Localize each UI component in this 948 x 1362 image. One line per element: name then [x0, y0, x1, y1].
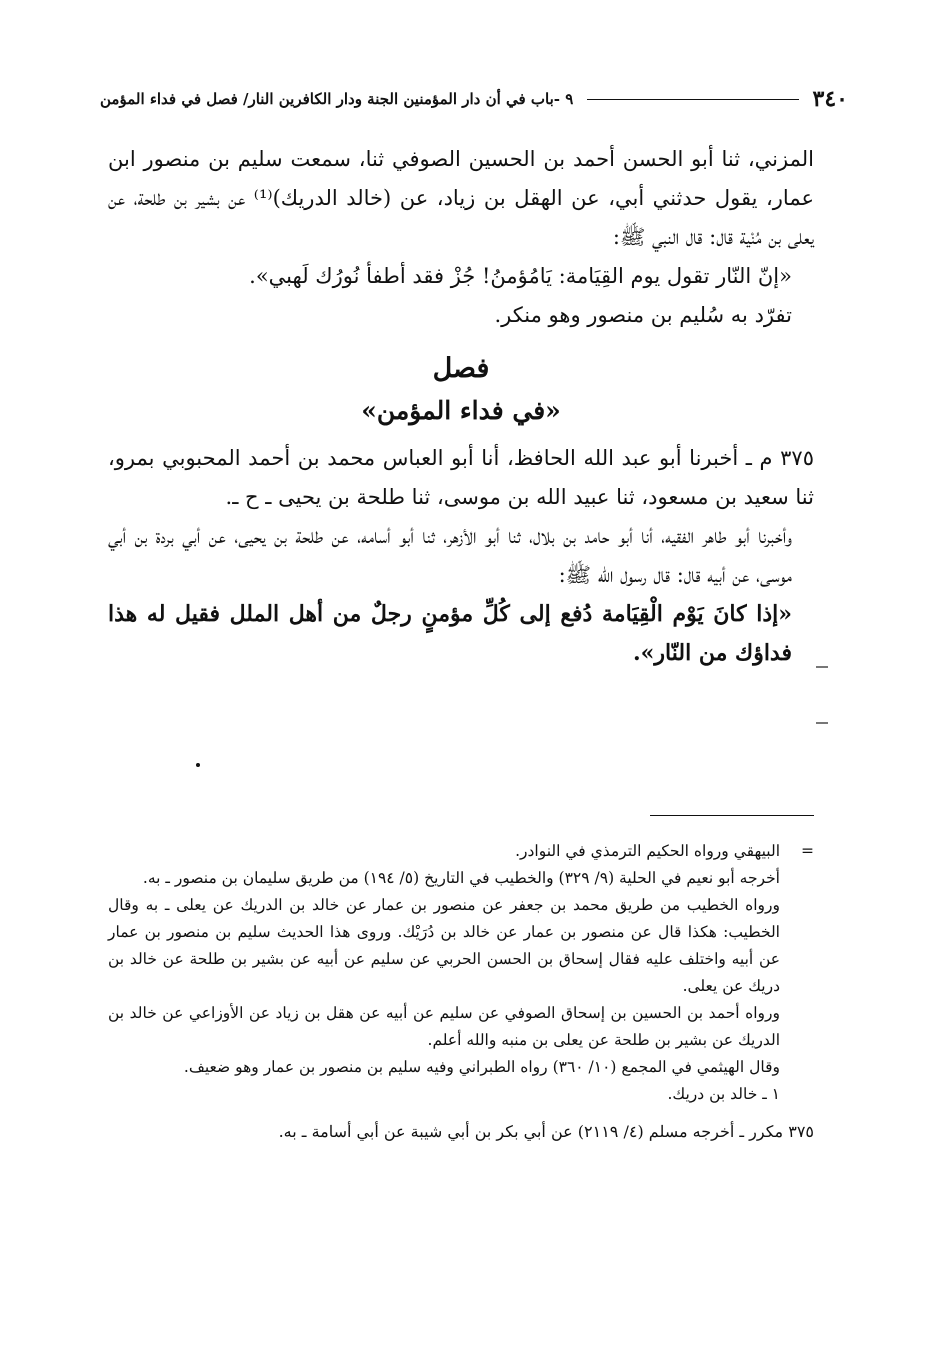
footnotes	[108, 838, 814, 1145]
page-header	[100, 82, 848, 116]
footnote-paragraph: أخرجه أبو نعيم في الحلية (٩/ ٣٢٩) والخطيب في التاريخ (٥/ ١٩٤) من طريق سليمان بن منصور ـ به.	[142, 869, 780, 887]
section-heading: فصل	[432, 353, 490, 384]
footnote-paragraph: وقال الهيثمي في المجمع (١٠/ ٣٦٠) رواه الطبراني وفيه سليم بن منصور بن عمار وهو ضعيف.	[183, 1058, 780, 1076]
grading-note: تفرّد به سُليم بن منصور وهو منكر.	[494, 303, 792, 327]
header-rule	[587, 99, 798, 100]
margin-mark	[816, 666, 828, 668]
running-title: ٩ -باب في أن دار المؤمنين الجنة ودار الكافرين النار/ فصل في فداء المؤمن	[100, 90, 574, 108]
footnote-paragraph: ورواه أحمد بن الحسين بن إسحاق الصوفي عن سليم عن أبيه عن هقل بن زياد عن الأوزاعي عن خالد بن الدريك عن بشير بن طلحة عن يعلى بن منبه والله أعلم.	[108, 1004, 780, 1049]
continuation-marker: =	[801, 842, 814, 860]
hadith-text: «إذا كانَ يَوْم الْقِيَامة دُفع إلى كُلِّ مؤمنٍ رجلٌ من أهل الملل فقيل له هذا فداؤك من النّار».	[108, 601, 792, 666]
paragraph-hadith-375: ٣٧٥ م ـ أخبرنا أبو عبد الله الحافظ، أنا أبو العباس محمد بن أحمد المحبوبي بمرو، ثنا سعيد بن مسعود، ثنا عبيد الله بن موسى، ثنا طلحة بن يحيى ـ ح ـ.	[108, 446, 814, 509]
footnote-375: ٣٧٥ مكرر ـ أخرجه مسلم (٤/ ٢١١٩) عن أبي بكر بن أبي شيبة عن أبي أسامة ـ به.	[278, 1122, 814, 1141]
quote-paragraph: «إنّ النّار تقول يوم القِيَامة: يَامُؤمنُ! جُزْ فقد أطفأ نُورُك لَهبي».	[249, 264, 792, 288]
footnote-note-1: ١ ـ خالد بن دريك.	[667, 1085, 780, 1103]
stray-dot	[196, 763, 200, 767]
paragraph-isnad-2: وأخبرنا أبو طاهر الفقيه، أنا أبو حامد بن بلال، ثنا أبو الأزهر، ثنا أبو أسامه، عن طلحة بن يحيى، عن أبي بردة بن أبي موسى، عن أبيه قال: قال رسول الله ﷺ:	[108, 524, 792, 587]
footnote-continuation	[108, 838, 814, 865]
footnote-line: البيهقي ورواه الحكيم الترمذي في النوادر.	[515, 842, 780, 860]
page-number: ٣٤٠	[812, 86, 848, 112]
footnote-separator	[650, 815, 814, 816]
margin-mark	[816, 722, 828, 724]
footnote-paragraph: ورواه الخطيب من طريق محمد بن جعفر عن منصور بن عمار عن خالد بن الدريك عن يعلى ـ به وقال الخطيب: هكذا قال عن منصور بن عمار عن خالد بن دُرَيْك. وروى هذا الحديث سليم بن منصور بن عمار عن أبيه واختلف عليه فقال إسحاق بن الحسن الحربي عن سليم عن أبيه عن بشير بن طلحة عن خالد بن دريك عن يعلى.	[108, 896, 780, 995]
paragraph-isnad-1: المزني، ثنا أبو الحسن أحمد بن الحسين الصوفي ثنا، سمعت سليم بن منصور ابن عمار، يقول حدثني أبي، عن الهقل بن زياد، عن (خالد الدريك)⁽¹⁾ عن بشير بن طلحة، عن يعلى بن مُنْية قال: قال النبي ﷺ:	[108, 147, 814, 249]
main-text	[108, 140, 814, 673]
section-subheading: «في فداء المؤمن»	[361, 396, 561, 425]
